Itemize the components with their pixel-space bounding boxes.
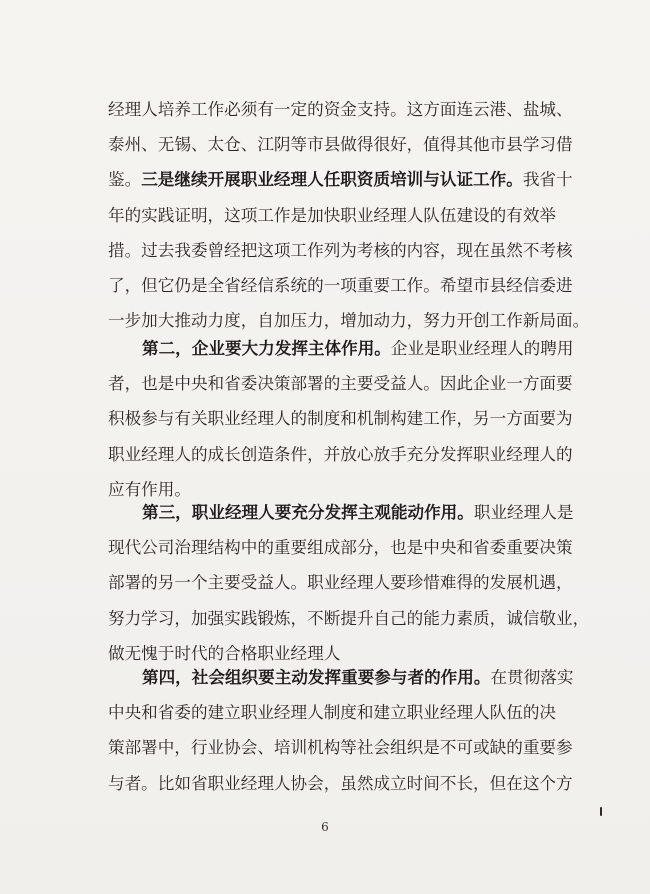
paragraph-1	[108, 92, 590, 338]
text-line: 职业经理人的成长创造条件，并放心放手充分发挥职业经理人的	[108, 444, 573, 464]
text-line: 了，但它仍是全省经信系统的一项重要工作。希望市县经信委进	[108, 276, 573, 296]
text-line	[108, 660, 574, 695]
bold-heading-fourth: 第四，社会组织要主动发挥重要参与者的作用。	[142, 667, 491, 687]
text-line-rest: 在贯彻落实	[490, 668, 574, 687]
text-line-suffix: 我省十	[522, 170, 573, 190]
paragraph-4	[108, 660, 574, 801]
text-line: 中央和省委的建立职业经理人制度和建立职业经理人队伍的决	[108, 703, 557, 723]
text-line: 一步加大推动力度，自加压力，增加动力，努力开创工作新局面。	[108, 311, 590, 331]
text-line: 应有作用。	[108, 479, 191, 499]
paragraph-3	[108, 495, 590, 671]
text-line: 者，也是中央和省委决策部署的主要受益人。因此企业一方面要	[108, 374, 573, 394]
paragraph-2	[108, 331, 574, 507]
text-line: 泰州、无锡、太仓、江阴等市县做得很好，值得其他市县学习借	[108, 135, 573, 155]
bold-heading-second: 第二，企业要大力发挥主体作用。	[142, 338, 391, 358]
text-line: 年的实践证明，这项工作是加快职业经理人队伍建设的有效举	[108, 205, 557, 225]
text-line-rest: 职业经理人是	[473, 503, 574, 522]
text-line: 做无愧于时代的合格职业经理人	[108, 643, 341, 663]
text-line: 积极参与有关职业经理人的制度和机制构建工作，另一方面要为	[108, 409, 573, 429]
text-line: 措。过去我委曾经把这项工作列为考核的内容，现在虽然不考核	[108, 240, 573, 260]
text-line: 与者。比如省职业经理人协会，虽然成立时间不长，但在这个方	[108, 773, 573, 793]
text-line: 策部署中，行业协会、培训机构等社会组织是不可或缺的重要参	[108, 738, 573, 758]
text-line: 现代公司治理结构中的重要组成部分，也是中央和省委重要决策	[108, 538, 573, 558]
text-line: 经理人培养工作必须有一定的资金支持。这方面连云港、盐城、	[108, 100, 573, 119]
text-line: 努力学习，加强实践锻炼，不断提升自己的能力素质，诚信敬业，	[108, 608, 590, 628]
text-line-prefix: 鉴。	[108, 170, 142, 190]
bold-heading-third-party: 第三，职业经理人要充分发挥主观能动作用。	[142, 502, 474, 522]
scan-mark	[600, 807, 602, 816]
text-line	[108, 495, 574, 530]
text-line	[108, 331, 574, 366]
bold-heading-third: 三是继续开展职业经理人任职资质培训与认证工作。	[141, 169, 523, 190]
text-line: 部署的另一个主要受益人。职业经理人要珍惜难得的发展机遇，	[108, 573, 573, 593]
text-line-rest: 企业是职业经理人的聘用	[390, 339, 574, 358]
page-number: 6	[321, 820, 329, 834]
text-line	[108, 162, 573, 197]
